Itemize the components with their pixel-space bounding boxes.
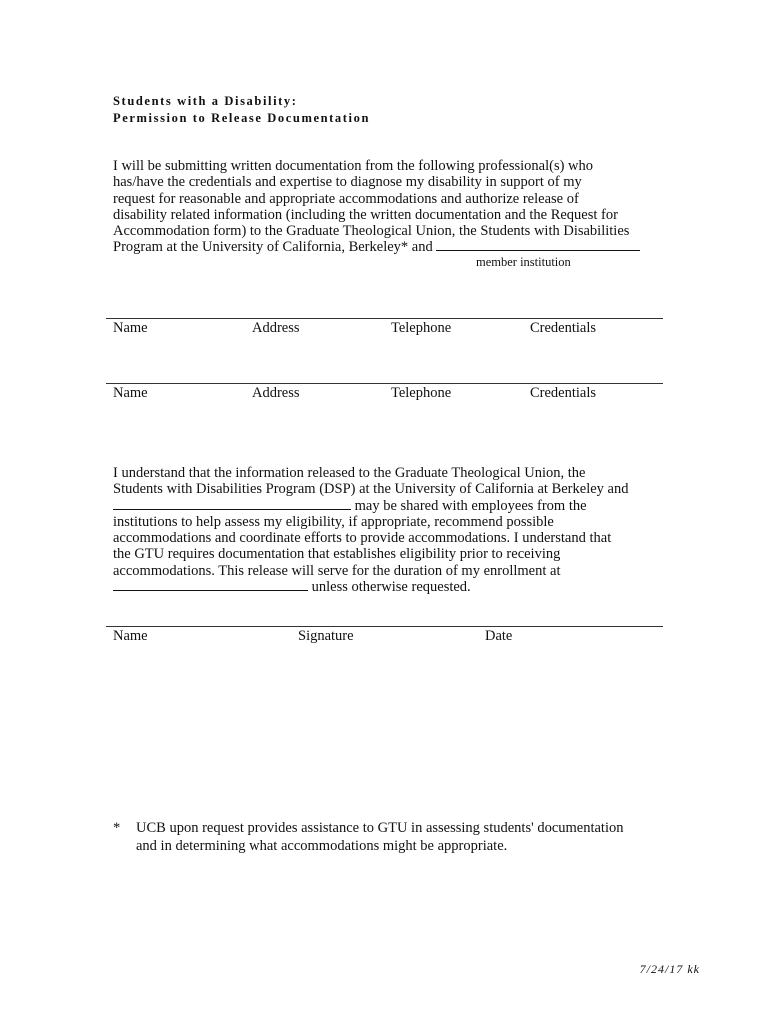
paragraph-line: institutions to help assess my eligibility, if appropriate, recommend possible <box>113 513 554 530</box>
professional-2-address-label: Address <box>252 385 300 401</box>
form-title: Students with a Disability: <box>113 94 298 108</box>
form-subtitle: Permission to Release Documentation <box>113 111 371 125</box>
paragraph-line-text: unless otherwise requested. <box>311 579 471 596</box>
paragraph-line <box>113 579 628 595</box>
paragraph-line: request for reasonable and appropriate accommodations and authorize release of <box>113 190 579 207</box>
footnote-line: UCB upon request provides assistance to GTU in assessing students' documentation <box>136 820 624 836</box>
paragraph-line-text: Program at the University of California, Berkeley* and <box>113 239 433 256</box>
student-date-label: Date <box>485 628 513 644</box>
professional-1-telephone-label: Telephone <box>391 320 452 336</box>
paragraph-line: I will be submitting written documentation from the following professional(s) who <box>113 158 594 174</box>
revision-stamp: 7/24/17 kk <box>639 962 700 976</box>
paragraph-line: Accommodation form) to the Graduate Theological Union, the Students with Disabilities <box>113 223 630 240</box>
student-name-label: Name <box>113 628 148 644</box>
paragraph-line: the GTU requires documentation that establishes eligibility prior to receiving <box>113 546 561 563</box>
member-institution-blank[interactable] <box>436 239 640 251</box>
paragraph-line: I understand that the information released to the Graduate Theological Union, the <box>113 465 586 481</box>
professional-1-credentials-label: Credentials <box>530 320 597 336</box>
paragraph-line <box>113 498 628 514</box>
understanding-paragraph <box>113 465 628 595</box>
professional-1-signature-line[interactable] <box>106 318 663 319</box>
footnote-marker: * <box>113 820 121 836</box>
paragraph-line: accommodations and coordinate efforts to provide accommodations. I understand that <box>113 530 612 547</box>
professional-2-signature-line[interactable] <box>106 383 663 384</box>
enrollment-institution-blank[interactable] <box>113 579 308 591</box>
footnote-line: and in determining what accommodations might be appropriate. <box>136 837 508 854</box>
student-signature-label: Signature <box>298 628 354 644</box>
professional-1-address-label: Address <box>252 320 300 336</box>
professional-1-name-label: Name <box>113 320 148 336</box>
paragraph-line: disability related information (including the written documentation and the Request for <box>113 206 618 223</box>
paragraph-line-text: may be shared with employees from the <box>354 497 587 514</box>
student-signature-line[interactable] <box>106 626 663 627</box>
institution-blank[interactable] <box>113 498 351 510</box>
paragraph-line: has/have the credentials and expertise to diagnose my disability in support of my <box>113 174 582 191</box>
authorization-paragraph <box>113 158 640 256</box>
professional-2-name-label: Name <box>113 385 148 401</box>
professional-2-credentials-label: Credentials <box>530 385 597 401</box>
paragraph-line <box>113 239 640 255</box>
professional-2-telephone-label: Telephone <box>391 385 452 401</box>
member-institution-caption: member institution <box>476 255 571 269</box>
paragraph-line: Students with Disabilities Program (DSP) at the University of California at Berkeley and <box>113 481 629 498</box>
paragraph-line: accommodations. This release will serve for the duration of my enrollment at <box>113 562 561 579</box>
footnote-text <box>136 820 624 855</box>
